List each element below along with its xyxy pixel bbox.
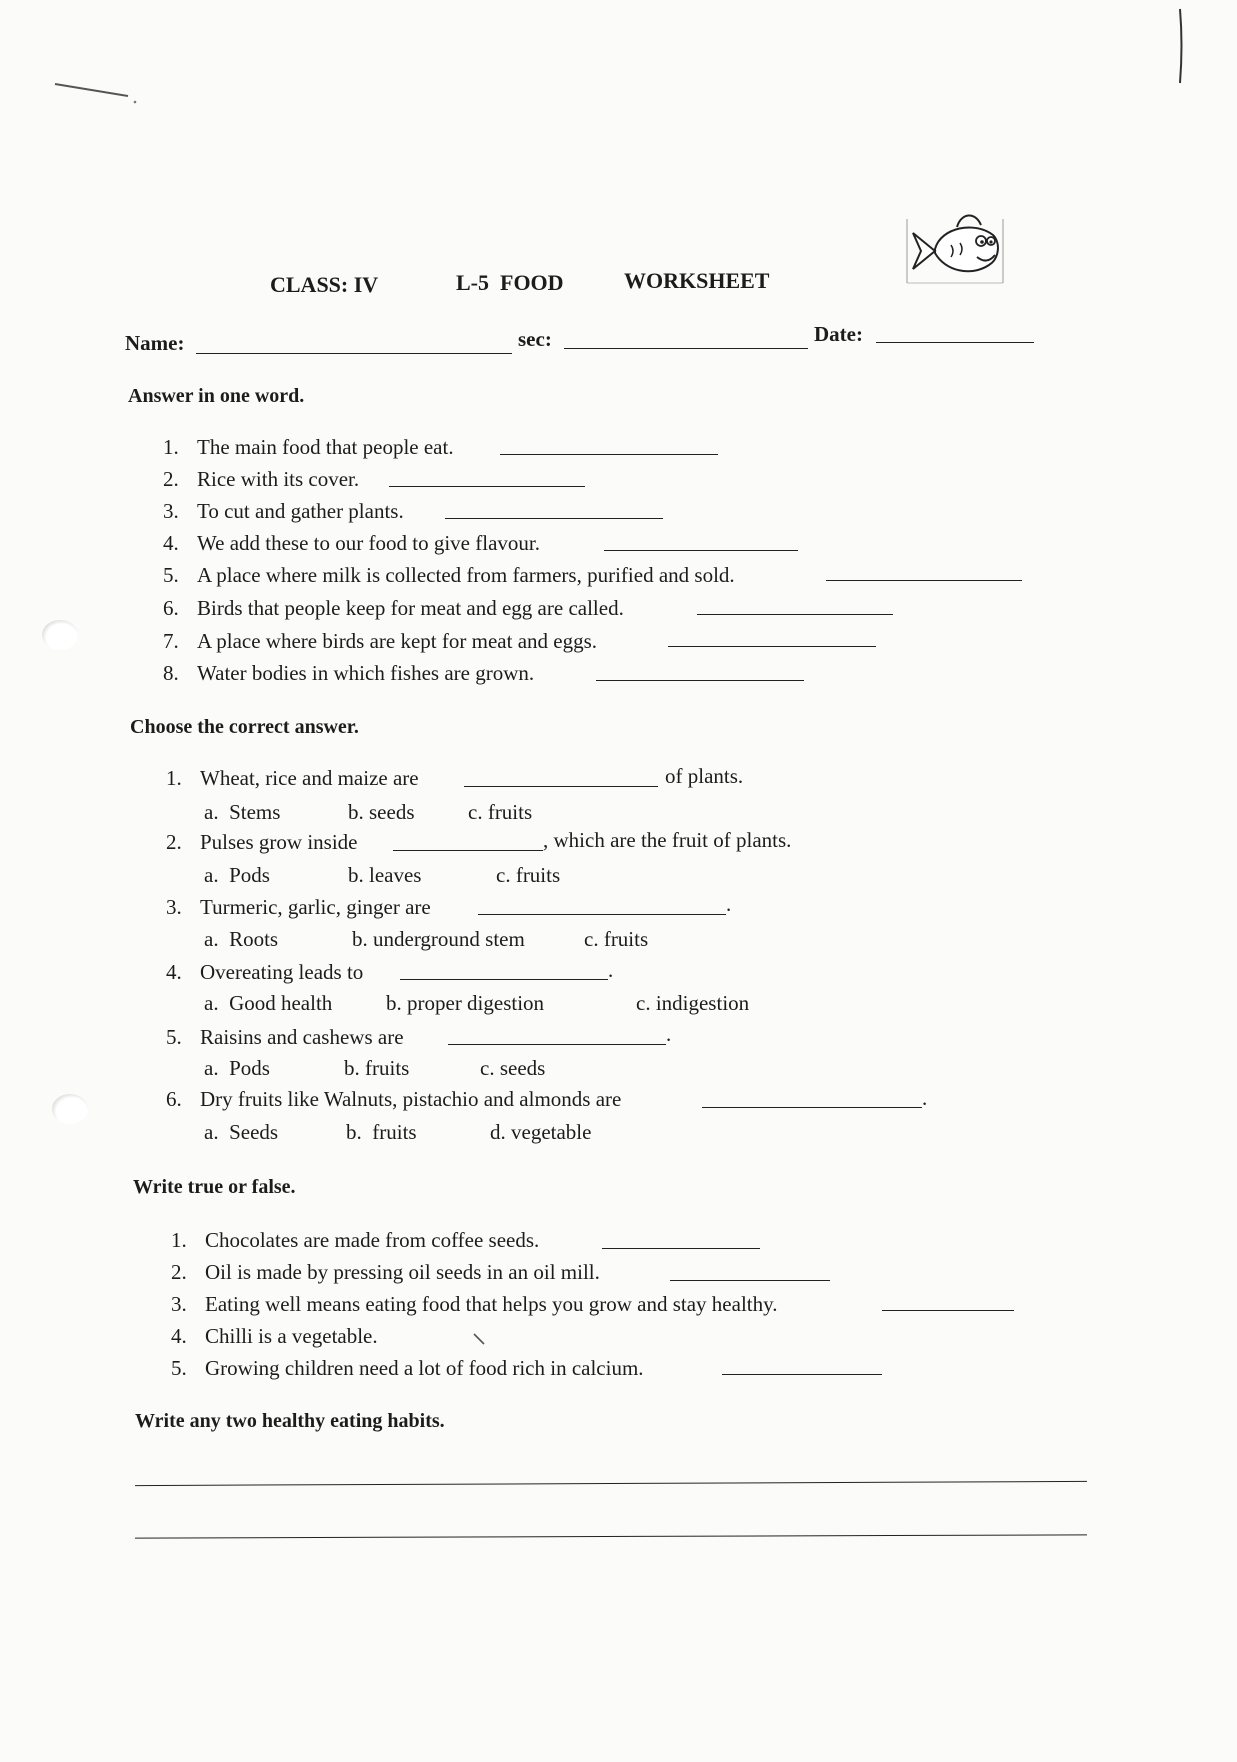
one-word-question: 1. The main food that people eat. <box>163 435 454 459</box>
mcq-options <box>204 863 604 889</box>
mcq-question-suffix: of plants. <box>665 764 744 788</box>
mcq-options <box>204 800 604 826</box>
option-a[interactable]: a. Roots <box>204 927 279 951</box>
section-title-one-word: Answer in one word. <box>128 385 305 407</box>
mcq-question-suffix: . <box>922 1086 928 1110</box>
option-b[interactable]: b. fruits <box>344 1056 410 1080</box>
mcq-question: 1. Wheat, rice and maize are <box>166 766 419 790</box>
mcq-question: 3. Turmeric, garlic, ginger are <box>166 895 431 919</box>
true-false-question: 3. Eating well means eating food that helps you grow and stay healthy. <box>171 1292 778 1316</box>
section-field[interactable] <box>564 330 808 349</box>
option-b[interactable]: b. underground stem <box>352 927 525 951</box>
answer-blank[interactable] <box>400 961 608 980</box>
option-a[interactable]: a. Good health <box>204 991 333 1015</box>
one-word-question: 6. Birds that people keep for meat and egg are called. <box>163 596 624 620</box>
true-false-question: 2. Oil is made by pressing oil seeds in an oil mill. <box>171 1260 600 1284</box>
mcq-question-suffix: . <box>666 1022 672 1046</box>
mcq-options <box>204 991 784 1017</box>
one-word-question: 3. To cut and gather plants. <box>163 499 404 523</box>
punch-hole-bottom <box>52 1094 88 1124</box>
date-label: Date: <box>814 322 863 346</box>
section-title-habits: Write any two healthy eating habits. <box>135 1410 445 1432</box>
option-c[interactable]: c. fruits <box>584 927 649 951</box>
option-d[interactable]: d. vegetable <box>490 1120 592 1144</box>
answer-blank[interactable] <box>464 768 658 787</box>
answer-blank[interactable] <box>602 1230 760 1249</box>
answer-blank[interactable] <box>500 436 718 455</box>
scan-mark-top-right <box>1170 5 1190 90</box>
mcq-question-suffix: . <box>608 958 614 982</box>
true-false-question: 5. Growing children need a lot of food rich in calcium. <box>171 1356 644 1380</box>
option-b[interactable]: b. fruits <box>346 1120 417 1144</box>
one-word-question: 5. A place where milk is collected from farmers, purified and sold. <box>163 563 735 587</box>
answer-blank[interactable] <box>448 1026 666 1045</box>
answer-blank[interactable] <box>389 468 585 487</box>
mcq-question: 5. Raisins and cashews are <box>166 1025 404 1049</box>
one-word-question: 8. Water bodies in which fishes are grown. <box>163 661 535 685</box>
mcq-question: 6. Dry fruits like Walnuts, pistachio and almonds are <box>166 1087 622 1111</box>
one-word-question: 2. Rice with its cover. <box>163 467 360 491</box>
true-false-question: 4. Chilli is a vegetable. <box>171 1324 378 1348</box>
section-title-mcq: Choose the correct answer. <box>130 716 359 738</box>
true-false-question: 1. Chocolates are made from coffee seeds. <box>171 1228 540 1252</box>
mcq-options <box>204 1120 624 1146</box>
class-label: CLASS: IV <box>270 272 379 297</box>
answer-blank[interactable] <box>604 532 798 551</box>
option-a[interactable]: a. Pods <box>204 1056 270 1080</box>
option-c[interactable]: c. fruits <box>468 800 533 824</box>
mcq-options <box>204 1056 604 1082</box>
answer-blank[interactable] <box>722 1356 882 1375</box>
mcq-question-suffix: , which are the fruit of plants. <box>543 828 792 852</box>
sec-label: sec: <box>518 327 552 351</box>
option-c[interactable]: c. indigestion <box>636 991 750 1015</box>
writing-line-1[interactable] <box>135 1481 1087 1486</box>
option-a[interactable]: a. Seeds <box>204 1120 279 1144</box>
answer-blank[interactable] <box>826 562 1022 581</box>
lesson-label: L-5 FOOD <box>456 270 564 295</box>
answer-blank[interactable] <box>882 1292 1014 1311</box>
option-b[interactable]: b. proper digestion <box>386 991 545 1015</box>
answer-blank[interactable] <box>393 832 543 851</box>
name-field[interactable] <box>196 335 512 354</box>
mcq-question: 4. Overeating leads to <box>166 960 364 984</box>
option-c[interactable]: c. fruits <box>496 863 561 887</box>
answer-blank[interactable] <box>670 1262 830 1281</box>
punch-hole-top <box>42 620 78 650</box>
fish-cartoon-icon <box>905 205 1005 289</box>
option-a[interactable]: a. Pods <box>204 863 270 887</box>
scan-mark-top-left <box>50 70 140 110</box>
section-title-true-false: Write true or false. <box>133 1176 296 1198</box>
mcq-options <box>204 927 664 953</box>
answer-blank[interactable] <box>668 628 876 647</box>
pencil-tick-mark <box>472 1332 488 1346</box>
writing-line-2[interactable] <box>135 1534 1087 1538</box>
option-b[interactable]: b. seeds <box>348 800 415 824</box>
name-label: Name: <box>125 331 185 355</box>
mcq-question: 2. Pulses grow inside <box>166 830 358 854</box>
one-word-question: 4. We add these to our food to give flavour. <box>163 531 540 555</box>
option-c[interactable]: c. seeds <box>480 1056 546 1080</box>
date-field[interactable] <box>876 324 1034 343</box>
option-a[interactable]: a. Stems <box>204 800 281 824</box>
mcq-question-suffix: . <box>726 892 732 916</box>
answer-blank[interactable] <box>702 1089 922 1108</box>
answer-blank[interactable] <box>478 896 726 915</box>
answer-blank[interactable] <box>445 500 663 519</box>
answer-blank[interactable] <box>596 662 804 681</box>
one-word-question: 7. A place where birds are kept for meat and eggs. <box>163 629 598 653</box>
worksheet-label: WORKSHEET <box>624 268 770 293</box>
option-b[interactable]: b. leaves <box>348 863 422 887</box>
answer-blank[interactable] <box>697 596 893 615</box>
